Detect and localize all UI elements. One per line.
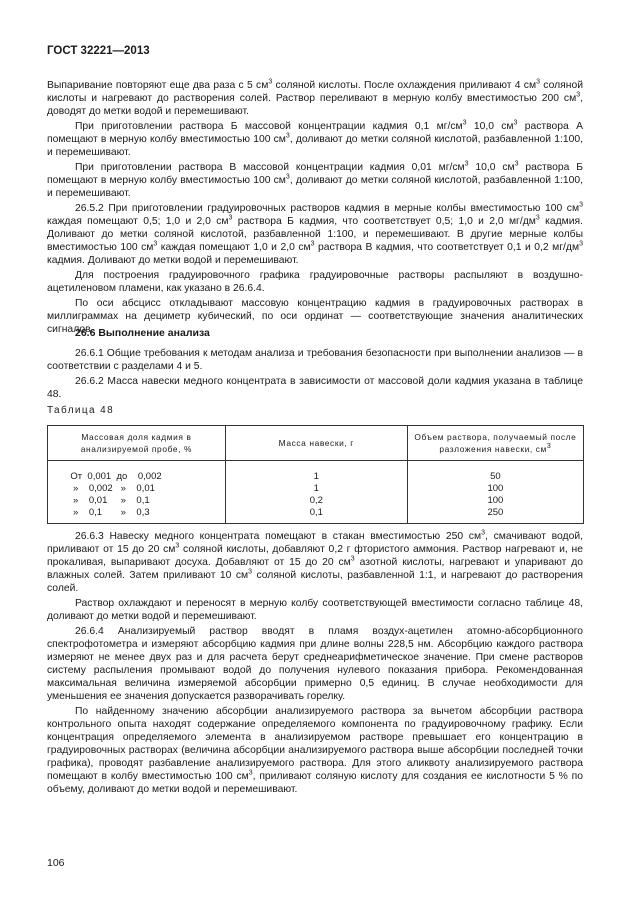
paragraph: При приготовлении раствора В массовой концентрации кадмия 0,01 $мг/см^3$ 10,0 $см^3$ раствора Б помещают в мерную колбу вместимостью 100 $см^3$, доливают до метки соляной кислотой, разбавленной 1:100, и перемешивают. — [47, 160, 584, 199]
cell-mass: 1 — [225, 461, 407, 484]
paragraph: 26.6.2 Масса навески медного концентрата в зависимости от массовой доли кадмия указана в таблице 48. — [47, 376, 583, 400]
cell-volume: 250 — [407, 507, 583, 524]
text-block-top — [47, 79, 583, 338]
paragraph: Выпаривание повторяют еще два раза с 5 $см^3$ соляной кислоты. После охлаждения приливают 4 $см^3$ соляной кислоты и нагревают до растворения солей. Раствор переливают в мерную колбу вместимостью 200 $см^3$, доводят до метки водой и перемешивают. — [47, 78, 583, 117]
paragraph: 26.6.4 Анализируемый раствор вводят в пламя воздух-ацетилен атомно-абсорбционного спектрофотометра и измеряют абсорбцию кадмия при длине волны 228,5 нм. Абсорбцию каждого раствора измеряют не менее двух раз и для расчета берут среднеарифметическое значение. При смене растворов систему распыления промывают водой до получения нулевого показания прибора. Рекомендованная максимальная величина измеряемой абсорбции примерно 0,5 единиц. В случае необходимости для уменьшения ее значения допускается разворачивать горелку. — [47, 626, 583, 702]
section-title: 26.6 Выполнение анализа — [75, 327, 210, 339]
table-header-row — [48, 426, 584, 461]
paragraph: Раствор охлаждают и переносят в мерную колбу соответствующей вместимости согласно таблице 48, доливают до метки водой и перемешивают. — [47, 598, 583, 622]
table-row — [48, 495, 584, 507]
table-row — [48, 507, 584, 524]
page-number: 106 — [47, 857, 65, 869]
table-row — [48, 461, 584, 484]
table-row — [48, 483, 584, 495]
paragraph: По найденному значению абсорбции анализируемого раствора за вычетом абсорбции раствора контрольного опыта находят содержание определяемого компонента по градуировочному графику. Если концентрация определяемого элемента в анализируемом растворе превышает его концентрацию в градуировочных растворах (величина абсорбции анализируемого раствора выше абсорбции последней точки графика), проводят разбавление анализируемого раствора. Для этого аликвоту анализируемого раствора помещают в колбу вместимостью 100 $см^3$, приливают соляную кислоту для создания ее кислотности 5 % по объему, доливают до метки водой и перемешивают. — [47, 706, 584, 795]
cell-range: » 0,002 » 0,01 — [48, 483, 226, 495]
document-header: ГОСТ 32221—2013 — [47, 45, 150, 57]
cell-range: » 0,1 » 0,3 — [48, 507, 226, 524]
column-header-mass: Масса навески, г — [225, 426, 407, 461]
cell-volume: 100 — [407, 495, 583, 507]
column-header-volume: Объем раствора, получаемый после разложения навески, $см^3$ — [407, 426, 583, 461]
paragraph: 26.5.2 При приготовлении градуировочных растворов кадмия в мерные колбы вместимостью 100 $см^3$ каждая помещают 0,5; 1,0 и 2,0 $см^3$ раствора Б кадмия, что соответствует 0,5; 1,0 и 2,0 $мг/дм^3$ кадмия. Доливают до метки соляной кислотой, разбавленной 1:100, и перемешивают. В другие мерные колбы вместимостью 100 $см^3$ каждая помещают 1,0 и 2,0 $см^3$ раствора В кадмия, что соответствует 0,1 и 0,2 $мг/дм^3$ кадмия. Доливают до метки водой и перемешивают. — [47, 201, 583, 266]
paragraph: Для построения градуировочного графика градуировочные растворы распыляют в воздушно-ацетиленовом пламени, как указано в 26.6.4. — [47, 270, 583, 294]
cell-mass: 1 — [225, 483, 407, 495]
text-block-bottom — [47, 530, 583, 798]
paragraph: При приготовлении раствора Б массовой концентрации кадмия 0,1 $мг/см^3$ 10,0 $см^3$ раствора А помещают в мерную колбу вместимостью 100 $см^3$, доливают до метки соляной кислотой, разбавленной 1:100, и перемешивают. — [47, 119, 583, 158]
cell-mass: 0,1 — [225, 507, 407, 524]
column-header-fraction: Массовая доля кадмия в анализируемой пробе, % — [48, 426, 226, 461]
cell-volume: 100 — [407, 483, 583, 495]
cell-volume: 50 — [407, 461, 583, 484]
text-block-mid — [47, 347, 583, 403]
paragraph: По оси абсцисс откладывают массовую концентрацию кадмия в градуировочных растворах в миллиграммах на дециметр кубический, по оси ординат — соответствующие значения аналитических сигналов. — [47, 298, 583, 335]
data-table — [47, 425, 584, 524]
cell-range: » 0,01 » 0,1 — [48, 495, 226, 507]
cell-range: От 0,001 до 0,002 — [48, 461, 226, 484]
paragraph: 26.6.3 Навеску медного концентрата помещают в стакан вместимостью 250 $см^3$, смачивают водой, приливают от 15 до 20 $см^3$ соляной кислоты, добавляют 0,2 г фтористого аммония. Раствор нагревают и, не прокаливая, выпаривают досуха. Добавляют от 15 до 20 $см^3$ азотной кислоты, нагревают и упаривают до влажных солей. Затем приливают 10 $см^3$ соляной кислоты, разбавленной 1:1, и нагревают до растворения солей. — [47, 529, 584, 594]
paragraph: 26.6.1 Общие требования к методам анализа и требования безопасности при выполнении анализов — в соответствии с разделами 4 и 5. — [47, 348, 583, 372]
cell-mass: 0,2 — [225, 495, 407, 507]
table-caption: Таблица 48 — [47, 405, 115, 416]
